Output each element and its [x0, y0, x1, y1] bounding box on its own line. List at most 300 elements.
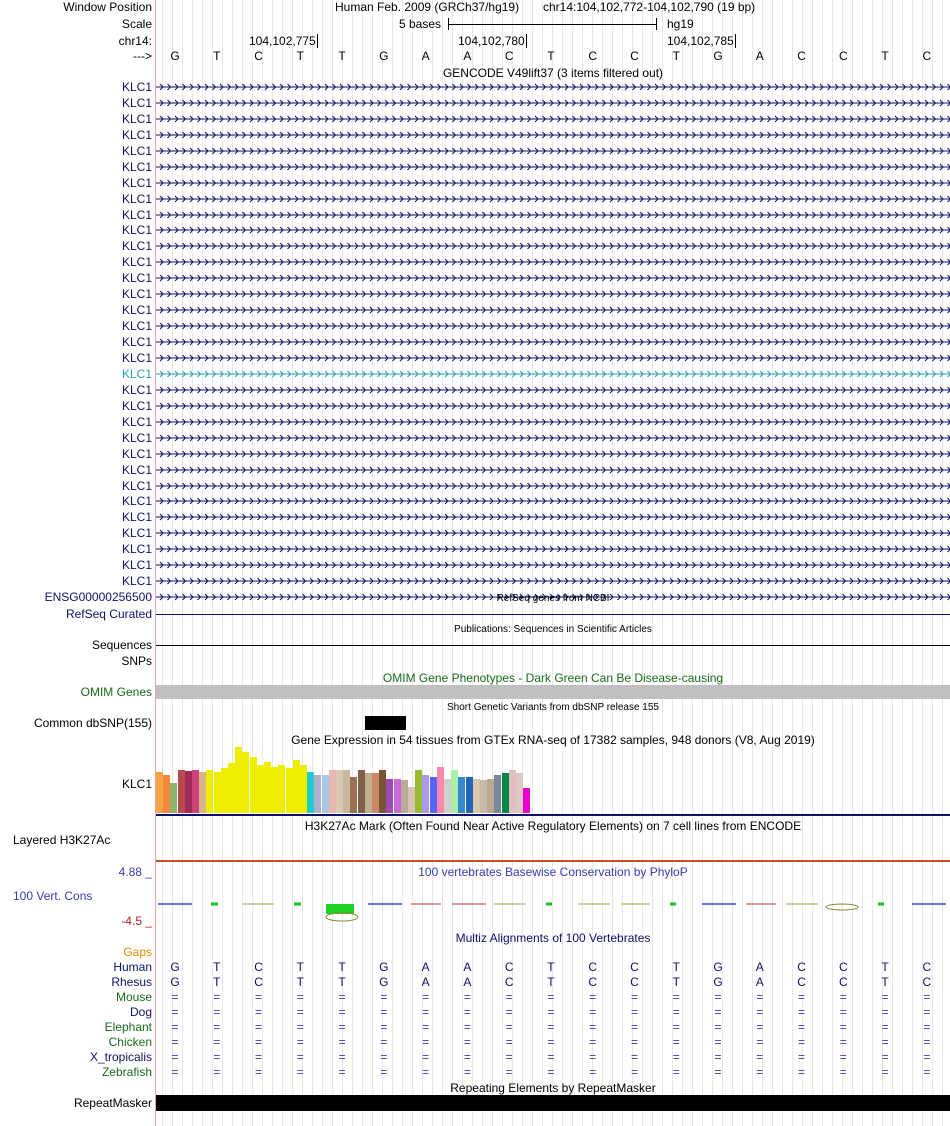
- aligned-base: =: [798, 1035, 806, 1049]
- refseq-line: [156, 614, 950, 615]
- gtex-tissue-bar[interactable]: [329, 770, 336, 813]
- gencode-gene-label[interactable]: ENSG00000256500: [44, 590, 152, 605]
- aligned-base: =: [630, 1005, 638, 1019]
- aligned-base: =: [881, 1035, 889, 1049]
- gencode-gene-feature[interactable]: [156, 192, 950, 207]
- gencode-gene-feature[interactable]: [156, 494, 950, 509]
- aligned-base: A: [755, 975, 764, 989]
- gtex-tissue-bar[interactable]: [293, 760, 300, 813]
- aligned-base: =: [422, 990, 430, 1004]
- gtex-tissue-bar[interactable]: [408, 787, 415, 813]
- gencode-gene-feature[interactable]: [156, 112, 950, 127]
- aligned-base: =: [923, 1035, 931, 1049]
- gtex-tissue-bar[interactable]: [178, 770, 185, 813]
- gencode-gene-feature[interactable]: [156, 128, 950, 143]
- gtex-tissue-bar[interactable]: [214, 772, 221, 813]
- aligned-base: =: [714, 1035, 722, 1049]
- base: T: [338, 49, 346, 63]
- gencode-gene-label[interactable]: KLC1: [121, 143, 152, 158]
- aligned-base: =: [672, 1035, 680, 1049]
- gencode-gene-feature[interactable]: [156, 96, 950, 111]
- multiz-species-label[interactable]: Mouse: [115, 990, 152, 1004]
- refseq-track-title: RefSeq genes from NCBI: [496, 593, 610, 604]
- gtex-tissue-bar[interactable]: [365, 773, 372, 813]
- gencode-gene-label[interactable]: KLC1: [121, 191, 152, 206]
- base: G: [379, 49, 389, 63]
- gencode-gene-feature[interactable]: [156, 287, 950, 302]
- cons-track-title: 100 vertebrates Basewise Conservation by PhyloP: [418, 865, 688, 879]
- gtex-tissue-bar[interactable]: [444, 779, 451, 813]
- aligned-base: A: [463, 960, 472, 974]
- gencode-gene-feature[interactable]: [156, 431, 950, 446]
- multiz-species-label[interactable]: Rhesus: [111, 975, 152, 989]
- gencode-gene-feature[interactable]: [156, 144, 950, 159]
- base: T: [547, 49, 555, 63]
- aligned-base: =: [296, 990, 304, 1004]
- aligned-base: =: [630, 1065, 638, 1079]
- cons-wiggle[interactable]: [156, 895, 950, 925]
- aligned-base: =: [505, 1050, 513, 1064]
- dbsnp-track-label[interactable]: Common dbSNP(155): [33, 716, 152, 730]
- scale-text: 5 bases: [399, 17, 442, 31]
- aligned-base: =: [756, 1020, 764, 1034]
- aligned-base: =: [547, 1020, 555, 1034]
- gencode-gene-label[interactable]: KLC1: [121, 382, 152, 397]
- base: C: [588, 49, 598, 63]
- gtex-tissue-bar[interactable]: [170, 783, 177, 813]
- multiz-species-row: [0, 1020, 950, 1034]
- gtex-tissue-bar[interactable]: [487, 779, 494, 813]
- aligned-base: =: [255, 1020, 263, 1034]
- aligned-base: =: [923, 1050, 931, 1064]
- gencode-gene-feature[interactable]: [156, 303, 950, 318]
- gtex-tissue-bar[interactable]: [250, 757, 257, 813]
- chrom-label: chr14:: [118, 34, 152, 48]
- gencode-gene-label[interactable]: KLC1: [121, 111, 152, 126]
- base: A: [463, 49, 472, 63]
- gencode-gene-feature[interactable]: [156, 463, 950, 478]
- gencode-gene-label[interactable]: KLC1: [121, 542, 152, 557]
- aligned-base: =: [422, 1035, 430, 1049]
- aligned-base: C: [838, 960, 848, 974]
- aligned-base: C: [797, 960, 806, 974]
- gtex-tissue-bar[interactable]: [228, 763, 235, 813]
- cons-mark: [326, 904, 354, 914]
- aligned-base: C: [504, 960, 514, 974]
- gtex-tissue-bar[interactable]: [278, 765, 285, 813]
- gtex-tissue-bar[interactable]: [466, 777, 473, 813]
- gencode-gene-label[interactable]: KLC1: [121, 80, 152, 94]
- aligned-base: =: [171, 990, 179, 1004]
- gencode-gene-feature[interactable]: [156, 351, 950, 366]
- aligned-base: C: [630, 975, 639, 989]
- gtex-tissue-bar[interactable]: [480, 780, 487, 813]
- aligned-base: =: [422, 1065, 430, 1079]
- aligned-base: =: [422, 1020, 430, 1034]
- multiz-species-row: [0, 990, 950, 1004]
- aligned-base: =: [798, 1065, 806, 1079]
- aligned-base: =: [756, 1065, 764, 1079]
- aligned-base: =: [714, 1020, 722, 1034]
- gtex-tissue-bar[interactable]: [264, 762, 271, 813]
- gencode-gene-feature[interactable]: [156, 526, 950, 541]
- repeatmasker-bar[interactable]: [156, 1095, 950, 1111]
- aligned-base: T: [881, 960, 889, 974]
- gtex-tissue-bar[interactable]: [422, 775, 429, 813]
- aligned-base: =: [923, 1020, 931, 1034]
- aligned-base: =: [422, 1005, 430, 1019]
- aligned-base: =: [756, 1035, 764, 1049]
- gtex-tissue-bar[interactable]: [458, 777, 465, 813]
- gtex-tissue-bar[interactable]: [206, 770, 213, 813]
- gtex-tissue-bar[interactable]: [221, 768, 228, 813]
- gtex-tissue-bar[interactable]: [185, 771, 192, 813]
- gtex-tissue-bar[interactable]: [314, 775, 321, 813]
- gencode-gene-label[interactable]: KLC1: [121, 239, 152, 254]
- cons-track-label[interactable]: 100 Vert. Cons: [13, 889, 93, 903]
- gtex-track-label[interactable]: KLC1: [121, 777, 152, 791]
- aligned-base: =: [881, 1050, 889, 1064]
- aligned-base: =: [255, 1005, 263, 1019]
- gtex-tissue-bar[interactable]: [523, 788, 530, 813]
- aligned-base: T: [547, 960, 555, 974]
- scale-bar: [448, 17, 657, 31]
- aligned-base: =: [380, 1020, 388, 1034]
- base: A: [421, 49, 430, 63]
- aligned-base: =: [630, 1050, 638, 1064]
- aligned-base: T: [296, 975, 304, 989]
- multiz-species-row: [0, 975, 950, 989]
- h3k27ac-track-label[interactable]: Layered H3K27Ac: [13, 833, 111, 847]
- aligned-base: =: [839, 1020, 847, 1034]
- gtex-bar-chart[interactable]: [156, 747, 536, 813]
- multiz-species-row: [0, 1050, 950, 1064]
- gencode-gene-label[interactable]: KLC1: [121, 494, 152, 509]
- gencode-gene-feature[interactable]: [156, 558, 950, 573]
- gencode-gene-label[interactable]: KLC1: [121, 319, 152, 334]
- gencode-gene-label[interactable]: KLC1: [121, 462, 152, 477]
- aligned-base: A: [421, 960, 430, 974]
- window-position-label: Window Position: [63, 0, 152, 14]
- assembly-text: Human Feb. 2009 (GRCh37/hg19): [335, 0, 520, 14]
- gtex-tissue-bar[interactable]: [502, 773, 509, 813]
- aligned-base: =: [630, 1035, 638, 1049]
- gencode-gene-feature[interactable]: [156, 255, 950, 270]
- aligned-base: G: [170, 960, 180, 974]
- gencode-gene-feature[interactable]: [156, 335, 950, 350]
- aligned-base: =: [798, 990, 806, 1004]
- gtex-track-title: Gene Expression in 54 tissues from GTEx RNA-seq of 17382 samples, 948 donors (V8, Aug 2019): [291, 733, 815, 747]
- strand-label: --->: [133, 49, 152, 63]
- aligned-base: =: [213, 1020, 221, 1034]
- aligned-base: C: [922, 975, 932, 989]
- aligned-base: =: [213, 1035, 221, 1049]
- gtex-tissue-bar[interactable]: [372, 773, 379, 813]
- gtex-tissue-bar[interactable]: [156, 772, 163, 813]
- gtex-tissue-bar[interactable]: [394, 779, 401, 813]
- gencode-gene-feature[interactable]: [156, 271, 950, 286]
- omim-gene-bar[interactable]: [156, 685, 950, 699]
- gencode-gene-label[interactable]: KLC1: [121, 414, 152, 429]
- aligned-base: =: [589, 1035, 597, 1049]
- gencode-gene-feature[interactable]: [156, 239, 950, 254]
- gencode-gene-label[interactable]: KLC1: [121, 303, 152, 318]
- aligned-base: =: [798, 1005, 806, 1019]
- aligned-base: T: [338, 960, 346, 974]
- h3k27ac-track-title: H3K27Ac Mark (Often Found Near Active Regulatory Elements) on 7 cell lines from ENCODE: [304, 819, 802, 833]
- aligned-base: =: [672, 1050, 680, 1064]
- aligned-base: =: [839, 1050, 847, 1064]
- aligned-base: =: [380, 1005, 388, 1019]
- gtex-tissue-bar[interactable]: [343, 770, 350, 813]
- base: G: [170, 49, 180, 63]
- multiz-species-label[interactable]: Elephant: [104, 1020, 152, 1034]
- multiz-species-label[interactable]: Zebrafish: [101, 1065, 152, 1079]
- multiz-track-title: Multiz Alignments of 100 Vertebrates: [455, 931, 651, 945]
- pubs-track-label-sequences[interactable]: Sequences: [91, 638, 152, 652]
- aligned-base: A: [755, 960, 764, 974]
- base: C: [504, 49, 514, 63]
- gencode-gene-feature[interactable]: [156, 160, 950, 175]
- gtex-tissue-bar[interactable]: [300, 765, 307, 813]
- aligned-base: =: [756, 1005, 764, 1019]
- cons-min-label: -4.5 _: [121, 914, 152, 928]
- repeatmasker-track-title: Repeating Elements by RepeatMasker: [450, 1081, 656, 1095]
- gencode-gene-label[interactable]: KLC1: [121, 574, 152, 589]
- aligned-base: C: [254, 975, 263, 989]
- gencode-gene-label[interactable]: KLC1: [121, 478, 152, 493]
- gtex-tissue-bar[interactable]: [322, 775, 329, 813]
- gtex-tissue-bar[interactable]: [473, 779, 480, 813]
- aligned-base: =: [547, 1005, 555, 1019]
- gencode-gene-feature[interactable]: [156, 223, 950, 238]
- aligned-base: =: [463, 990, 471, 1004]
- aligned-base: =: [630, 1020, 638, 1034]
- gencode-gene-label[interactable]: KLC1: [121, 430, 152, 445]
- gtex-tissue-bar[interactable]: [350, 777, 357, 813]
- gencode-gene-label[interactable]: KLC1: [121, 446, 152, 461]
- base: C: [797, 49, 806, 63]
- aligned-base: =: [630, 990, 638, 1004]
- aligned-base: =: [171, 1020, 179, 1034]
- dbsnp-variant-box[interactable]: [365, 716, 406, 730]
- aligned-base: C: [838, 975, 848, 989]
- aligned-base: =: [338, 1035, 346, 1049]
- dbsnp-track-title: Short Genetic Variants from dbSNP release 155: [447, 702, 659, 713]
- base: T: [881, 49, 889, 63]
- aligned-base: =: [255, 1050, 263, 1064]
- scale-label: Scale: [121, 17, 152, 31]
- gtex-tissue-bar[interactable]: [163, 775, 170, 813]
- cons-mark: [826, 904, 858, 910]
- gtex-tissue-bar[interactable]: [257, 765, 264, 813]
- aligned-base: =: [213, 1065, 221, 1079]
- aligned-base: =: [881, 1005, 889, 1019]
- omim-track-label[interactable]: OMIM Genes: [80, 685, 152, 699]
- multiz-species-label[interactable]: Dog: [129, 1005, 152, 1019]
- gencode-gene-label[interactable]: KLC1: [121, 335, 152, 350]
- gencode-gene-label[interactable]: KLC1: [121, 350, 152, 365]
- gencode-gene-feature[interactable]: [156, 208, 950, 223]
- aligned-base: =: [839, 990, 847, 1004]
- gencode-track-title: GENCODE V49lift37 (3 items filtered out): [442, 66, 664, 80]
- aligned-base: T: [213, 975, 221, 989]
- multiz-species-row: [0, 1035, 950, 1049]
- gencode-gene-feature[interactable]: [156, 399, 950, 414]
- aligned-base: =: [714, 1065, 722, 1079]
- aligned-base: =: [589, 990, 597, 1004]
- gtex-tissue-bar[interactable]: [307, 772, 314, 813]
- aligned-base: T: [672, 975, 680, 989]
- gtex-tissue-bar[interactable]: [271, 767, 278, 813]
- aligned-base: C: [588, 960, 598, 974]
- aligned-base: =: [171, 1005, 179, 1019]
- gencode-gene-label[interactable]: KLC1: [121, 127, 152, 142]
- gencode-gene-feature[interactable]: [156, 367, 950, 382]
- aligned-base: =: [798, 1050, 806, 1064]
- refseq-track-label[interactable]: RefSeq Curated: [65, 607, 152, 621]
- aligned-base: G: [713, 960, 723, 974]
- aligned-base: A: [463, 975, 472, 989]
- pubs-track-label-snps[interactable]: SNPs: [121, 654, 152, 668]
- gencode-gene-label[interactable]: KLC1: [121, 255, 152, 270]
- gencode-gene-label[interactable]: KLC1: [121, 175, 152, 190]
- omim-track-title: OMIM Gene Phenotypes - Dark Green Can Be Disease-causing: [382, 671, 724, 685]
- aligned-base: =: [296, 1050, 304, 1064]
- coord-tick: 104,102,780: [458, 34, 525, 48]
- aligned-base: G: [713, 975, 723, 989]
- gtex-tissue-bar[interactable]: [415, 770, 422, 813]
- aligned-base: A: [421, 975, 430, 989]
- aligned-base: C: [504, 975, 514, 989]
- gencode-gene-label[interactable]: KLC1: [121, 95, 152, 110]
- aligned-base: =: [463, 1005, 471, 1019]
- gencode-gene-feature[interactable]: [156, 80, 950, 95]
- gencode-gene-label[interactable]: KLC1: [121, 510, 152, 525]
- gencode-gene-label[interactable]: KLC1: [121, 366, 152, 381]
- gencode-gene-label[interactable]: KLC1: [121, 558, 152, 573]
- base: A: [755, 49, 764, 63]
- gencode-gene-label[interactable]: KLC1: [121, 159, 152, 174]
- gencode-gene-feature[interactable]: [156, 415, 950, 430]
- gtex-tissue-bar[interactable]: [451, 770, 458, 813]
- aligned-base: =: [589, 1005, 597, 1019]
- gencode-gene-feature[interactable]: [156, 319, 950, 334]
- base: T: [296, 49, 304, 63]
- gtex-tissue-bar[interactable]: [437, 767, 444, 813]
- aligned-base: =: [338, 1005, 346, 1019]
- gencode-gene-feature[interactable]: [156, 574, 950, 589]
- aligned-base: =: [881, 1020, 889, 1034]
- gtex-tissue-bar[interactable]: [235, 747, 242, 813]
- gtex-tissue-bar[interactable]: [286, 768, 293, 813]
- aligned-base: C: [797, 975, 806, 989]
- aligned-base: G: [170, 975, 180, 989]
- gtex-tissue-bar[interactable]: [509, 770, 516, 813]
- multiz-species-label[interactable]: Chicken: [108, 1035, 152, 1049]
- gencode-gene-label[interactable]: KLC1: [121, 526, 152, 541]
- coord-tick: 104,102,775: [249, 34, 316, 48]
- multiz-species-row: [0, 960, 950, 974]
- aligned-base: T: [296, 960, 304, 974]
- gtex-tissue-bar[interactable]: [358, 770, 365, 813]
- aligned-base: =: [881, 990, 889, 1004]
- aligned-base: =: [672, 1020, 680, 1034]
- multiz-species-label[interactable]: Human: [113, 960, 152, 974]
- aligned-base: =: [839, 1035, 847, 1049]
- gtex-tissue-bar[interactable]: [401, 780, 408, 813]
- gtex-tissue-bar[interactable]: [386, 779, 393, 813]
- coord-tick: 104,102,785: [667, 34, 734, 48]
- aligned-base: G: [379, 975, 389, 989]
- gencode-gene-label[interactable]: KLC1: [121, 287, 152, 302]
- cons-mark: [326, 913, 358, 921]
- gtex-tissue-bar[interactable]: [379, 770, 386, 813]
- aligned-base: C: [254, 960, 263, 974]
- aligned-base: =: [672, 990, 680, 1004]
- gencode-gene-feature[interactable]: [156, 176, 950, 191]
- gencode-gene-label[interactable]: KLC1: [121, 207, 152, 222]
- base: C: [922, 49, 932, 63]
- aligned-base: T: [672, 960, 680, 974]
- aligned-base: =: [463, 1020, 471, 1034]
- gtex-baseline: [156, 814, 950, 816]
- aligned-base: =: [839, 1065, 847, 1079]
- aligned-base: =: [923, 990, 931, 1004]
- aligned-base: =: [589, 1020, 597, 1034]
- aligned-base: T: [881, 975, 889, 989]
- aligned-base: G: [379, 960, 389, 974]
- aligned-base: =: [296, 1065, 304, 1079]
- aligned-base: =: [547, 990, 555, 1004]
- aligned-base: =: [714, 1005, 722, 1019]
- aligned-base: =: [547, 1065, 555, 1079]
- gencode-gene-feature[interactable]: [156, 479, 950, 494]
- multiz-gaps-label: Gaps: [123, 945, 152, 959]
- aligned-base: =: [296, 1005, 304, 1019]
- gtex-tissue-bar[interactable]: [516, 773, 523, 813]
- aligned-base: =: [881, 1065, 889, 1079]
- aligned-base: T: [338, 975, 346, 989]
- aligned-base: =: [338, 1065, 346, 1079]
- aligned-base: =: [338, 990, 346, 1004]
- multiz-species-label[interactable]: X_tropicalis: [89, 1050, 152, 1064]
- gencode-gene-feature[interactable]: [156, 447, 950, 462]
- multiz-species-row: [0, 1005, 950, 1019]
- gencode-gene-feature[interactable]: [156, 510, 950, 525]
- aligned-base: =: [422, 1050, 430, 1064]
- base: C: [838, 49, 848, 63]
- gencode-gene-feature[interactable]: [156, 383, 950, 398]
- gtex-tissue-bar[interactable]: [494, 775, 501, 813]
- gencode-gene-label[interactable]: KLC1: [121, 223, 152, 238]
- gtex-tissue-bar[interactable]: [199, 772, 206, 813]
- base: T: [672, 49, 680, 63]
- aligned-base: =: [213, 990, 221, 1004]
- gtex-tissue-bar[interactable]: [192, 770, 199, 813]
- aligned-base: =: [505, 1065, 513, 1079]
- aligned-base: C: [588, 975, 598, 989]
- aligned-base: =: [798, 1020, 806, 1034]
- gtex-tissue-bar[interactable]: [430, 777, 437, 813]
- gencode-gene-label[interactable]: KLC1: [121, 398, 152, 413]
- gtex-tissue-bar[interactable]: [242, 752, 249, 813]
- gencode-gene-feature[interactable]: [156, 542, 950, 557]
- gencode-gene-label[interactable]: KLC1: [121, 271, 152, 286]
- repeatmasker-track-label[interactable]: RepeatMasker: [73, 1096, 152, 1110]
- aligned-base: =: [338, 1020, 346, 1034]
- gtex-tissue-bar[interactable]: [336, 770, 343, 813]
